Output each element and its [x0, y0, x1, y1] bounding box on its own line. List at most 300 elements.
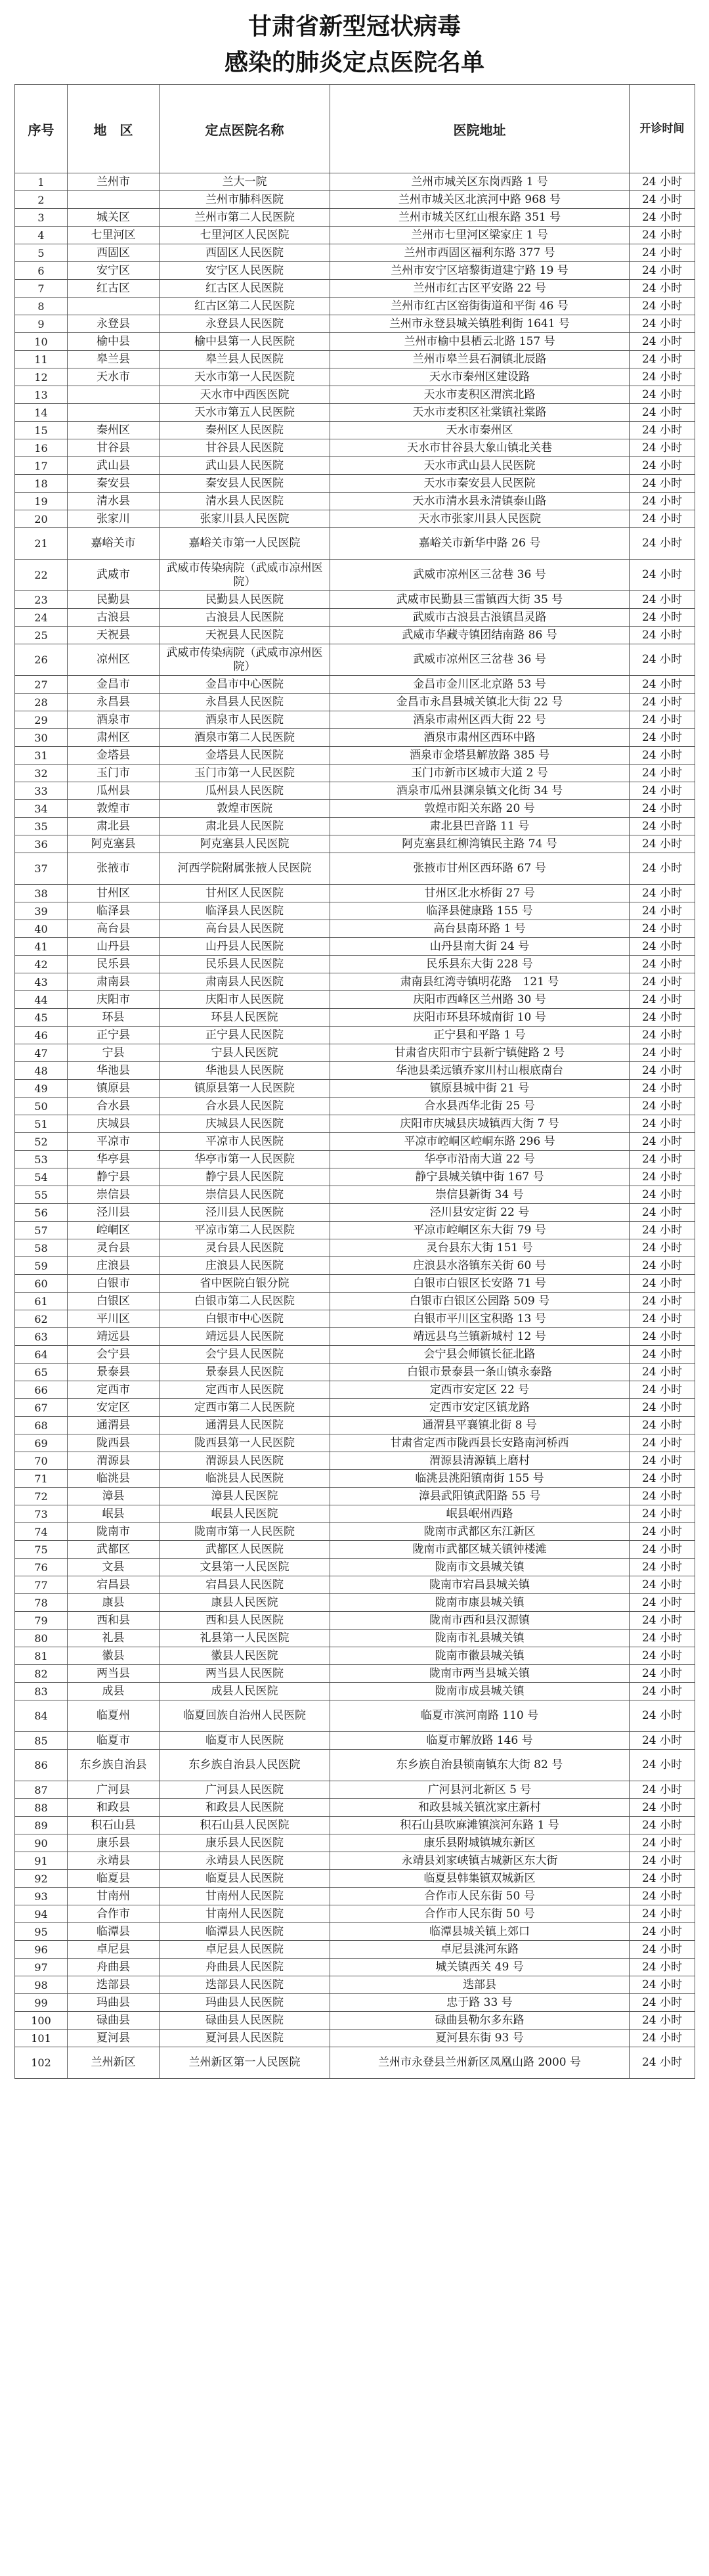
row-address: 庆阳市庆城县庆城镇西大街 7 号 [330, 1115, 630, 1133]
row-region: 景泰县 [68, 1364, 160, 1381]
row-hospital: 红古区人民医院 [160, 280, 330, 298]
row-number: 96 [15, 1941, 68, 1959]
row-number: 57 [15, 1222, 68, 1239]
row-hours: 24 小时 [630, 591, 695, 609]
row-region: 肃州区 [68, 729, 160, 747]
row-address: 合作市人民东街 50 号 [330, 1888, 630, 1905]
row-address: 渭源县清源镇上磨村 [330, 1452, 630, 1470]
row-address: 武威市凉州区三岔巷 36 号 [330, 560, 630, 591]
row-number: 36 [15, 835, 68, 853]
table-row [15, 422, 695, 439]
row-hours: 24 小时 [630, 711, 695, 729]
row-hours: 24 小时 [630, 1559, 695, 1576]
row-hospital: 合水县人民医院 [160, 1098, 330, 1115]
row-address: 合作市人民东街 50 号 [330, 1905, 630, 1923]
row-number: 88 [15, 1799, 68, 1817]
row-hours: 24 小时 [630, 1732, 695, 1750]
row-number: 65 [15, 1364, 68, 1381]
row-hours: 24 小时 [630, 1222, 695, 1239]
row-hospital: 崇信县人民医院 [160, 1186, 330, 1204]
row-hospital: 永靖县人民医院 [160, 1852, 330, 1870]
table-row [15, 386, 695, 404]
row-address: 兰州市城关区东岗西路 1 号 [330, 173, 630, 191]
row-address: 天水市清水县永清镇泰山路 [330, 493, 630, 510]
table-row [15, 627, 695, 644]
row-hospital: 阿克塞县人民医院 [160, 835, 330, 853]
row-address: 陇南市康县城关镇 [330, 1594, 630, 1612]
row-hospital: 定西市人民医院 [160, 1381, 330, 1399]
row-hours: 24 小时 [630, 1700, 695, 1732]
row-address: 酒泉市肃州区西环中路 [330, 729, 630, 747]
row-hours: 24 小时 [630, 333, 695, 351]
table-row [15, 711, 695, 729]
row-address: 静宁县城关镇中街 167 号 [330, 1168, 630, 1186]
table-row [15, 1151, 695, 1168]
row-number: 99 [15, 1994, 68, 2012]
row-address: 灵台县东大街 151 号 [330, 1239, 630, 1257]
table-row [15, 1559, 695, 1576]
row-address: 兰州市红古区平安路 22 号 [330, 280, 630, 298]
row-hours: 24 小时 [630, 627, 695, 644]
row-region: 礼县 [68, 1630, 160, 1647]
row-address: 兰州市榆中县栖云北路 157 号 [330, 333, 630, 351]
row-region: 平川区 [68, 1310, 160, 1328]
row-address: 金昌市金川区北京路 53 号 [330, 676, 630, 694]
row-hospital: 泾川县人民医院 [160, 1204, 330, 1222]
row-hours: 24 小时 [630, 2012, 695, 2030]
row-hours: 24 小时 [630, 729, 695, 747]
row-address: 武威市古浪县古浪镇昌灵路 [330, 609, 630, 627]
row-region: 清水县 [68, 493, 160, 510]
row-hours: 24 小时 [630, 1781, 695, 1799]
table-row [15, 1852, 695, 1870]
row-region: 兰州市 [68, 173, 160, 191]
header-no: 序号 [15, 85, 68, 173]
row-address: 陇南市武都区城关镇钟楼滩 [330, 1541, 630, 1559]
table-row [15, 591, 695, 609]
row-region: 崇信县 [68, 1186, 160, 1204]
row-region: 安宁区 [68, 262, 160, 280]
row-region: 卓尼县 [68, 1941, 160, 1959]
row-number: 68 [15, 1417, 68, 1434]
row-hospital: 庆阳市人民医院 [160, 991, 330, 1009]
row-number: 67 [15, 1399, 68, 1417]
row-address: 白银市景泰县一条山镇永泰路 [330, 1364, 630, 1381]
row-region: 平凉市 [68, 1133, 160, 1151]
row-number: 98 [15, 1976, 68, 1994]
table-row [15, 885, 695, 902]
row-hospital: 徽县人民医院 [160, 1647, 330, 1665]
table-row [15, 1488, 695, 1505]
row-number: 53 [15, 1151, 68, 1168]
row-address: 敦煌市阳关东路 20 号 [330, 800, 630, 818]
row-address: 康乐县附城镇城东新区 [330, 1834, 630, 1852]
row-address: 肃南县红湾寺镇明花路 121 号 [330, 973, 630, 991]
row-hours: 24 小时 [630, 1665, 695, 1683]
row-hours: 24 小时 [630, 1151, 695, 1168]
row-hospital: 礼县第一人民医院 [160, 1630, 330, 1647]
row-address: 岷县岷州西路 [330, 1505, 630, 1523]
row-hours: 24 小时 [630, 1434, 695, 1452]
table-row [15, 1204, 695, 1222]
table-row [15, 609, 695, 627]
row-hospital: 古浪县人民医院 [160, 609, 330, 627]
row-number: 69 [15, 1434, 68, 1452]
row-address: 民乐县东大街 228 号 [330, 956, 630, 973]
table-row [15, 404, 695, 422]
table-row [15, 351, 695, 368]
row-hours: 24 小时 [630, 1009, 695, 1027]
row-number: 20 [15, 510, 68, 528]
table-row [15, 694, 695, 711]
row-region: 秦州区 [68, 422, 160, 439]
row-hours: 24 小时 [630, 1364, 695, 1381]
table-row [15, 1732, 695, 1750]
row-region: 陇南市 [68, 1523, 160, 1541]
table-row [15, 1328, 695, 1346]
row-hospital: 天水市第五人民医院 [160, 404, 330, 422]
table-body [15, 173, 695, 2079]
row-address: 天水市武山县人民医院 [330, 457, 630, 475]
row-address: 天水市张家川县人民医院 [330, 510, 630, 528]
row-address: 酒泉市肃州区西大街 22 号 [330, 711, 630, 729]
row-hours: 24 小时 [630, 1905, 695, 1923]
row-region: 金昌市 [68, 676, 160, 694]
row-hospital: 静宁县人民医院 [160, 1168, 330, 1186]
table-row [15, 560, 695, 591]
row-region: 红古区 [68, 280, 160, 298]
table-row [15, 510, 695, 528]
row-hospital: 甘南州人民医院 [160, 1888, 330, 1905]
table-row [15, 1044, 695, 1062]
row-region: 康乐县 [68, 1834, 160, 1852]
row-hospital: 临夏回族自治州人民医院 [160, 1700, 330, 1732]
row-hospital: 积石山县人民医院 [160, 1817, 330, 1834]
row-hours: 24 小时 [630, 853, 695, 885]
row-hours: 24 小时 [630, 298, 695, 315]
table-row [15, 1434, 695, 1452]
row-address: 天水市秦州区 [330, 422, 630, 439]
row-number: 45 [15, 1009, 68, 1027]
row-number: 3 [15, 209, 68, 227]
row-address: 酒泉市瓜州县渊泉镇文化街 34 号 [330, 782, 630, 800]
row-hours: 24 小时 [630, 1523, 695, 1541]
row-hospital: 高台县人民医院 [160, 920, 330, 938]
table-row [15, 920, 695, 938]
row-hospital: 岷县人民医院 [160, 1505, 330, 1523]
row-number: 78 [15, 1594, 68, 1612]
row-number: 14 [15, 404, 68, 422]
row-number: 29 [15, 711, 68, 729]
row-region: 安定区 [68, 1399, 160, 1417]
row-hours: 24 小时 [630, 1027, 695, 1044]
row-hours: 24 小时 [630, 1541, 695, 1559]
row-address: 兰州市皋兰县石洞镇北辰路 [330, 351, 630, 368]
row-address: 陇南市武都区东江新区 [330, 1523, 630, 1541]
row-address: 泾川县安定街 22 号 [330, 1204, 630, 1222]
row-number: 17 [15, 457, 68, 475]
row-address: 甘州区北水桥街 27 号 [330, 885, 630, 902]
row-address: 碌曲县勒尔多东路 [330, 2012, 630, 2030]
row-address: 天水市秦州区建设路 [330, 368, 630, 386]
row-address: 城关镇西关 49 号 [330, 1959, 630, 1976]
row-address: 迭部县 [330, 1976, 630, 1994]
row-address: 天水市麦积区渭滨北路 [330, 386, 630, 404]
row-address: 临潭县城关镇上郊口 [330, 1923, 630, 1941]
row-number: 95 [15, 1923, 68, 1941]
row-hospital: 灵台县人民医院 [160, 1239, 330, 1257]
table-row [15, 1346, 695, 1364]
row-hospital: 文县第一人民医院 [160, 1559, 330, 1576]
row-hours: 24 小时 [630, 439, 695, 457]
row-hospital: 玛曲县人民医院 [160, 1994, 330, 2012]
row-number: 2 [15, 191, 68, 209]
row-region: 西固区 [68, 244, 160, 262]
row-region: 迭部县 [68, 1976, 160, 1994]
row-region: 兰州新区 [68, 2047, 160, 2079]
row-hospital: 环县人民医院 [160, 1009, 330, 1027]
table-row [15, 1505, 695, 1523]
row-region: 宕昌县 [68, 1576, 160, 1594]
row-address: 广河县河北新区 5 号 [330, 1781, 630, 1799]
row-hours: 24 小时 [630, 1417, 695, 1434]
row-hospital: 天水市中西医医院 [160, 386, 330, 404]
document-title-line2: 感染的肺炎定点医院名单 [224, 49, 484, 76]
row-region: 环县 [68, 1009, 160, 1027]
row-region: 广河县 [68, 1781, 160, 1799]
row-region: 城关区 [68, 209, 160, 227]
row-address: 定西市安定区镇龙路 [330, 1399, 630, 1417]
row-number: 74 [15, 1523, 68, 1541]
table-row [15, 1576, 695, 1594]
row-hours: 24 小时 [630, 386, 695, 404]
row-hours: 24 小时 [630, 747, 695, 765]
table-row [15, 902, 695, 920]
table-row [15, 1959, 695, 1976]
row-hours: 24 小时 [630, 1328, 695, 1346]
row-number: 101 [15, 2030, 68, 2047]
table-row [15, 1364, 695, 1381]
row-region: 秦安县 [68, 475, 160, 493]
table-row [15, 1750, 695, 1781]
table-row [15, 1700, 695, 1732]
row-hours: 24 小时 [630, 1452, 695, 1470]
row-address: 合水县西华北街 25 号 [330, 1098, 630, 1115]
row-hospital: 瓜州县人民医院 [160, 782, 330, 800]
row-address: 临泽县健康路 155 号 [330, 902, 630, 920]
row-hospital: 迭部县人民医院 [160, 1976, 330, 1994]
row-hospital: 靖远县人民医院 [160, 1328, 330, 1346]
table-row [15, 1293, 695, 1310]
row-region: 庄浪县 [68, 1257, 160, 1275]
row-number: 21 [15, 528, 68, 560]
table-row [15, 747, 695, 765]
row-number: 7 [15, 280, 68, 298]
row-hospital: 民勤县人民医院 [160, 591, 330, 609]
row-number: 33 [15, 782, 68, 800]
row-region: 临夏市 [68, 1732, 160, 1750]
row-number: 23 [15, 591, 68, 609]
row-hours: 24 小时 [630, 1470, 695, 1488]
row-hospital: 漳县人民医院 [160, 1488, 330, 1505]
row-hours: 24 小时 [630, 209, 695, 227]
row-address: 兰州市永登县城关镇胜利街 1641 号 [330, 315, 630, 333]
row-number: 100 [15, 2012, 68, 2030]
table-row [15, 676, 695, 694]
row-address: 会宁县会师镇长征北路 [330, 1346, 630, 1364]
row-region [68, 298, 160, 315]
row-number: 93 [15, 1888, 68, 1905]
row-region: 灵台县 [68, 1239, 160, 1257]
row-address: 夏河县东街 93 号 [330, 2030, 630, 2047]
row-hours: 24 小时 [630, 1941, 695, 1959]
row-hours: 24 小时 [630, 1799, 695, 1817]
table-row [15, 1417, 695, 1434]
table-row [15, 262, 695, 280]
row-region: 敦煌市 [68, 800, 160, 818]
row-address: 正宁县和平路 1 号 [330, 1027, 630, 1044]
row-region: 高台县 [68, 920, 160, 938]
row-hospital: 平凉市人民医院 [160, 1133, 330, 1151]
table-row [15, 439, 695, 457]
table-row [15, 1257, 695, 1275]
row-hospital: 金昌市中心医院 [160, 676, 330, 694]
row-hours: 24 小时 [630, 1204, 695, 1222]
row-address: 临夏市滨河南路 110 号 [330, 1700, 630, 1732]
row-number: 40 [15, 920, 68, 938]
row-address: 忠于路 33 号 [330, 1994, 630, 2012]
row-address: 崇信县新街 34 号 [330, 1186, 630, 1204]
row-address: 陇南市礼县城关镇 [330, 1630, 630, 1647]
row-region: 榆中县 [68, 333, 160, 351]
row-hours: 24 小时 [630, 1594, 695, 1612]
row-address: 山丹县南大街 24 号 [330, 938, 630, 956]
table-row [15, 315, 695, 333]
row-hours: 24 小时 [630, 1630, 695, 1647]
row-region: 临潭县 [68, 1923, 160, 1941]
row-number: 48 [15, 1062, 68, 1080]
row-number: 39 [15, 902, 68, 920]
row-hospital: 榆中县第一人民医院 [160, 333, 330, 351]
row-number: 59 [15, 1257, 68, 1275]
table-row [15, 835, 695, 853]
table-row [15, 973, 695, 991]
row-hours: 24 小时 [630, 1399, 695, 1417]
row-region: 漳县 [68, 1488, 160, 1505]
row-address: 兰州市城关区北滨河中路 968 号 [330, 191, 630, 209]
row-address: 漳县武阳镇武阳路 55 号 [330, 1488, 630, 1505]
row-address: 平凉市崆峒区崆峒东路 296 号 [330, 1133, 630, 1151]
row-hospital: 秦安县人民医院 [160, 475, 330, 493]
table-row [15, 1888, 695, 1905]
row-hours: 24 小时 [630, 1870, 695, 1888]
row-number: 56 [15, 1204, 68, 1222]
row-address: 永靖县刘家峡镇古城新区东大街 [330, 1852, 630, 1870]
row-region: 嘉峪关市 [68, 528, 160, 560]
row-hours: 24 小时 [630, 173, 695, 191]
row-hospital: 皋兰县人民医院 [160, 351, 330, 368]
table-row [15, 1817, 695, 1834]
row-hours: 24 小时 [630, 1834, 695, 1852]
row-hours: 24 小时 [630, 560, 695, 591]
table-row [15, 298, 695, 315]
row-address: 陇南市徽县城关镇 [330, 1647, 630, 1665]
row-address: 嘉峪关市新华中路 26 号 [330, 528, 630, 560]
table-row [15, 1781, 695, 1799]
row-number: 9 [15, 315, 68, 333]
row-hours: 24 小时 [630, 973, 695, 991]
table-row [15, 1905, 695, 1923]
row-address: 临夏市解放路 146 号 [330, 1732, 630, 1750]
row-number: 8 [15, 298, 68, 315]
row-hours: 24 小时 [630, 1168, 695, 1186]
row-number: 43 [15, 973, 68, 991]
row-hours: 24 小时 [630, 262, 695, 280]
row-region: 临夏县 [68, 1870, 160, 1888]
row-hours: 24 小时 [630, 404, 695, 422]
table-row [15, 1941, 695, 1959]
table-row [15, 1080, 695, 1098]
row-address: 陇南市两当县城关镇 [330, 1665, 630, 1683]
row-address: 陇南市成县城关镇 [330, 1683, 630, 1700]
row-region: 瓜州县 [68, 782, 160, 800]
row-number: 81 [15, 1647, 68, 1665]
row-region [68, 404, 160, 422]
row-hours: 24 小时 [630, 1310, 695, 1328]
row-hospital: 通渭县人民医院 [160, 1417, 330, 1434]
row-region [68, 191, 160, 209]
row-hours: 24 小时 [630, 938, 695, 956]
row-address: 陇南市宕昌县城关镇 [330, 1576, 630, 1594]
row-region: 会宁县 [68, 1346, 160, 1364]
table-row [15, 244, 695, 262]
row-number: 77 [15, 1576, 68, 1594]
row-hospital: 天水市第一人民医院 [160, 368, 330, 386]
row-number: 15 [15, 422, 68, 439]
table-row [15, 729, 695, 747]
row-number: 46 [15, 1027, 68, 1044]
row-address: 陇南市西和县汉源镇 [330, 1612, 630, 1630]
table-row [15, 1115, 695, 1133]
row-address: 兰州市七里河区梁家庄 1 号 [330, 227, 630, 244]
table-row [15, 475, 695, 493]
row-number: 47 [15, 1044, 68, 1062]
row-number: 94 [15, 1905, 68, 1923]
row-number: 55 [15, 1186, 68, 1204]
row-hospital: 庆城县人民医院 [160, 1115, 330, 1133]
table-row [15, 1098, 695, 1115]
row-hospital: 西固区人民医院 [160, 244, 330, 262]
row-hours: 24 小时 [630, 1976, 695, 1994]
table-row [15, 1275, 695, 1293]
row-region: 临夏州 [68, 1700, 160, 1732]
table-header-row [15, 85, 695, 173]
row-region: 积石山县 [68, 1817, 160, 1834]
row-address: 华亭市沿南大道 22 号 [330, 1151, 630, 1168]
row-hours: 24 小时 [630, 902, 695, 920]
row-region: 张掖市 [68, 853, 160, 885]
row-region: 宁县 [68, 1044, 160, 1062]
row-hours: 24 小时 [630, 1852, 695, 1870]
table-row [15, 1541, 695, 1559]
row-region: 武威市 [68, 560, 160, 591]
table-row [15, 227, 695, 244]
row-hours: 24 小时 [630, 1505, 695, 1523]
row-hours: 24 小时 [630, 2047, 695, 2079]
row-region: 泾川县 [68, 1204, 160, 1222]
row-region: 武都区 [68, 1541, 160, 1559]
row-hours: 24 小时 [630, 1115, 695, 1133]
